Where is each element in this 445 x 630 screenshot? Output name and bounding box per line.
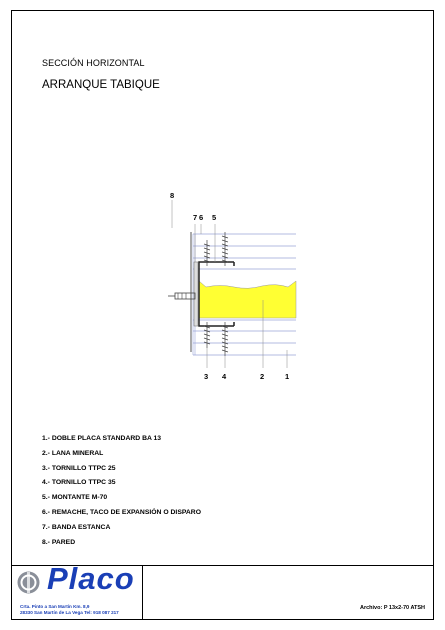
callout-3: 3 xyxy=(204,372,209,381)
callout-8: 8 xyxy=(170,191,175,200)
placo-logo-text: Placo xyxy=(47,561,135,596)
callout-2: 2 xyxy=(260,372,265,381)
placo-logo-icon xyxy=(16,570,41,595)
legend-list xyxy=(42,432,201,550)
callout-4: 4 xyxy=(222,372,227,381)
company-address xyxy=(20,604,119,616)
callout-1: 1 xyxy=(285,372,290,381)
legend-item-3: 3.- TORNILLO TTPC 25 xyxy=(42,464,116,472)
screws-top xyxy=(204,232,228,266)
screws-bottom xyxy=(204,322,228,356)
legend-item-5: 5.- MONTANTE M-70 xyxy=(42,494,108,502)
callout-7: 7 xyxy=(193,213,198,222)
section-label: SECCIÓN HORIZONTAL xyxy=(42,58,145,68)
legend-item-7: 7.- BANDA ESTANCA xyxy=(42,523,111,531)
address-line-2: 28330 San Martín de La Vega Tel: 918 087 217 xyxy=(20,610,119,615)
drawing-title: ARRANQUE TABIQUE xyxy=(42,79,160,91)
legend-item-4: 4.- TORNILLO TTPC 35 xyxy=(42,479,116,487)
legend-item-8: 8.- PARED xyxy=(42,538,76,546)
address-line-1: Crta. Pinto a San Martín Km. 8,9 xyxy=(20,604,90,609)
legend-item-2: 2.- LANA MINERAL xyxy=(42,449,104,457)
mineral-wool xyxy=(199,281,296,318)
legend-item-1: 1.- DOBLE PLACA STANDARD BA 13 xyxy=(42,435,162,442)
title-block-divider xyxy=(142,566,143,620)
legend-item-6: 6.- REMACHE, TACO DE EXPANSIÓN O DISPARO xyxy=(42,508,201,516)
callout-6: 6 xyxy=(199,213,204,222)
file-reference: Archivo: P 13x2-70 ATSH xyxy=(360,605,426,611)
callout-5: 5 xyxy=(212,213,217,222)
